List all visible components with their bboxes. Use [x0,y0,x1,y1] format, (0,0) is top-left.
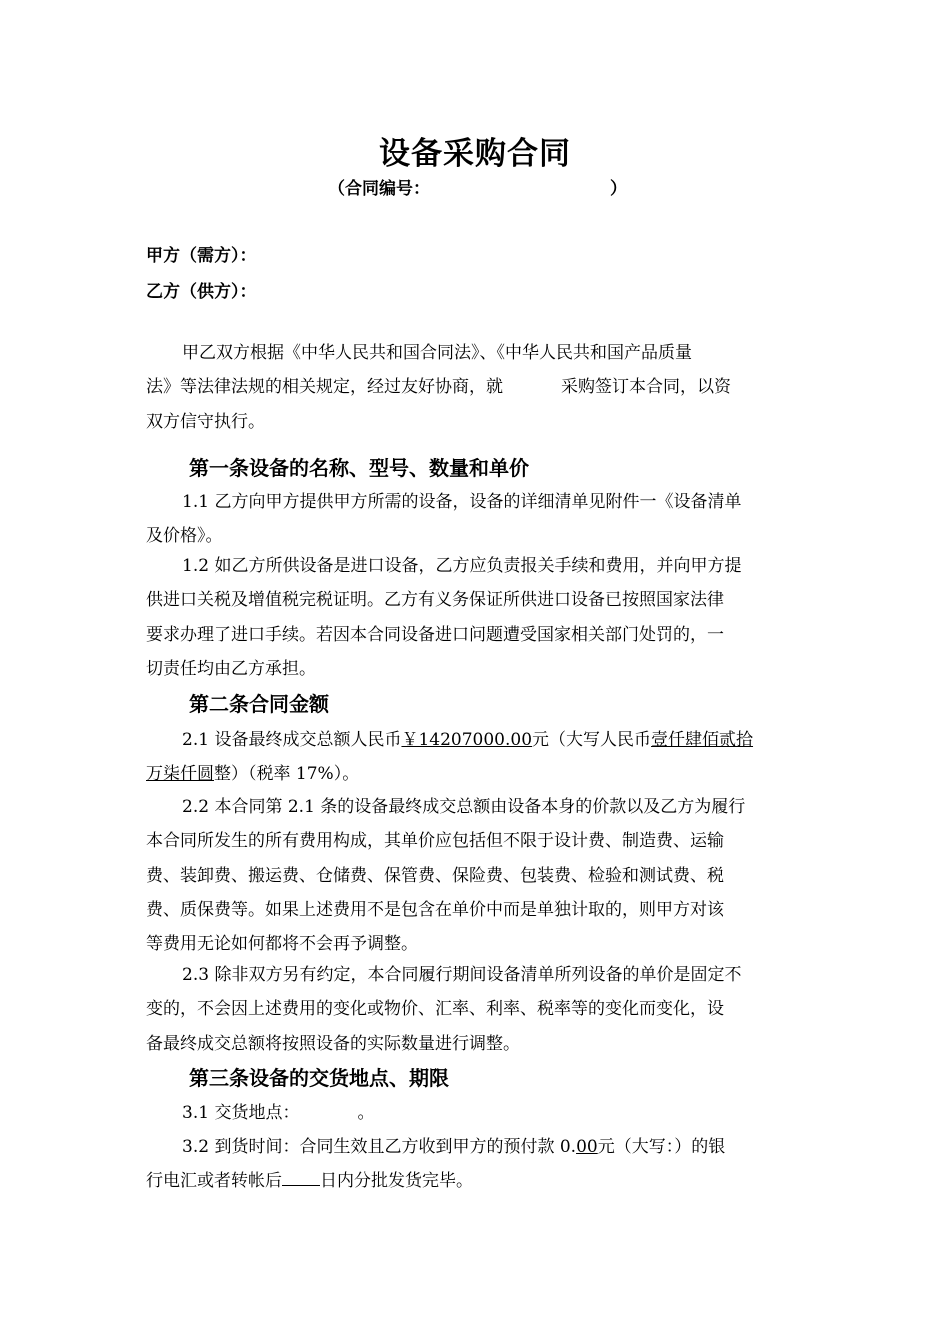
article-3-heading: 第三条设备的交货地点、期限 [189,1066,449,1090]
document-title: 设备采购合同 [379,136,571,172]
amount-in-words-part-1: 壹仟肆佰贰拾 [651,730,754,750]
clause-1-2-line-4: 切责任均由乙方承担。 [146,658,316,679]
clause-2-3-line-2: 变的，不会因上述费用的变化或物价、汇率、利率、税率等的变化而变化，设 [146,999,724,1020]
intro-line-1: 甲乙双方根据《中华人民共和国合同法》、《中华人民共和国产品质量 [182,343,692,363]
article-1-clause-1-1 [146,485,806,554]
clause-2-1-text-a: 2.1 设备最终成交总额人民币 [182,730,402,750]
contract-amount: ￥14207000.00 [401,730,533,750]
party-a-label: 甲方（需方）： [146,246,257,266]
article-2-clause-2-2 [146,790,806,961]
clause-2-1-text-b: 元（大写人民币 [532,730,652,750]
clause-2-2-line-3: 费、装卸费、搬运费、仓储费、保管费、保险费、包装费、检验和测试费、税 [146,865,724,886]
clause-3-2-text-b: 元（大写：）的银 [597,1137,726,1157]
clause-3-2-text-a: 3.2 到货时间：合同生效且乙方收到甲方的预付款 0. [182,1137,577,1157]
clause-2-1-text-c: 整）（税率 17%）。 [214,764,360,785]
intro-line-3: 双方信守执行。 [146,411,265,432]
contract-number-close: ） [610,179,627,199]
clause-1-2-line-2: 供进口关税及增值税完税证明。乙方有义务保证所供进口设备已按照国家法律 [146,590,724,611]
clause-2-2-line-1: 2.2 本合同第 2.1 条的设备最终成交总额由设备本身的价款以及乙方为履行 [182,797,746,817]
amount-in-words-part-2: 万柒仟圆 [146,764,214,785]
intro-line-2b: 采购签订本合同，以资 [561,377,731,398]
clause-2-2-line-4: 费、质保费等。如果上述费用不是包含在单价中而是单独计取的，则甲方对该 [146,899,724,920]
clause-3-1-text-a: 3.1 交货地点： [182,1103,300,1123]
clause-2-3-line-1: 2.3 除非双方另有约定，本合同履行期间设备清单所列设备的单价是固定不 [182,965,742,985]
clause-2-3-line-3: 备最终成交总额将按照设备的实际数量进行调整。 [146,1033,520,1054]
clause-3-2-line-2b: 日内分批发货完毕。 [320,1171,473,1192]
article-1-heading: 第一条设备的名称、型号、数量和单价 [189,456,529,480]
clause-1-1-line-1: 1.1 乙方向甲方提供甲方所需的设备，设备的详细清单见附件一《设备清单 [182,492,742,512]
article-1-clause-1-2 [146,549,806,686]
clause-1-1-line-2: 及价格》。 [146,526,223,547]
clause-1-2-line-3: 要求办理了进口手续。若因本合同设备进口问题遭受国家相关部门处罚的，一 [146,624,724,645]
contract-number-label: （合同编号： [328,179,430,199]
clause-2-2-line-2: 本合同所发生的所有费用构成，其单价应包括但不限于设计费、制造费、运输 [146,831,724,852]
clause-1-2-line-1: 1.2 如乙方所供设备是进口设备，乙方应负责报关手续和费用，并向甲方提 [182,556,742,576]
article-3-clause-3-2 [146,1130,806,1199]
clause-2-2-line-5: 等费用无论如何都将不会再予调整。 [146,934,418,955]
article-2-clause-2-3 [146,958,806,1061]
article-2-clause-2-1 [146,723,806,792]
clause-3-2-line-2a: 行电汇或者转帐后 [146,1171,282,1192]
article-2-heading: 第二条合同金额 [189,692,329,716]
clause-3-1-text-b: 。 [357,1103,375,1123]
article-3-clause-3-1 [146,1096,806,1130]
party-b-label: 乙方（供方）： [146,282,257,302]
intro-paragraph [146,336,806,439]
intro-line-2a: 法》等法律法规的相关规定，经过友好协商，就 [146,377,503,398]
advance-payment-amount: 00 [576,1137,598,1157]
contract-number-line [328,174,627,199]
delivery-days-blank [282,1171,320,1186]
